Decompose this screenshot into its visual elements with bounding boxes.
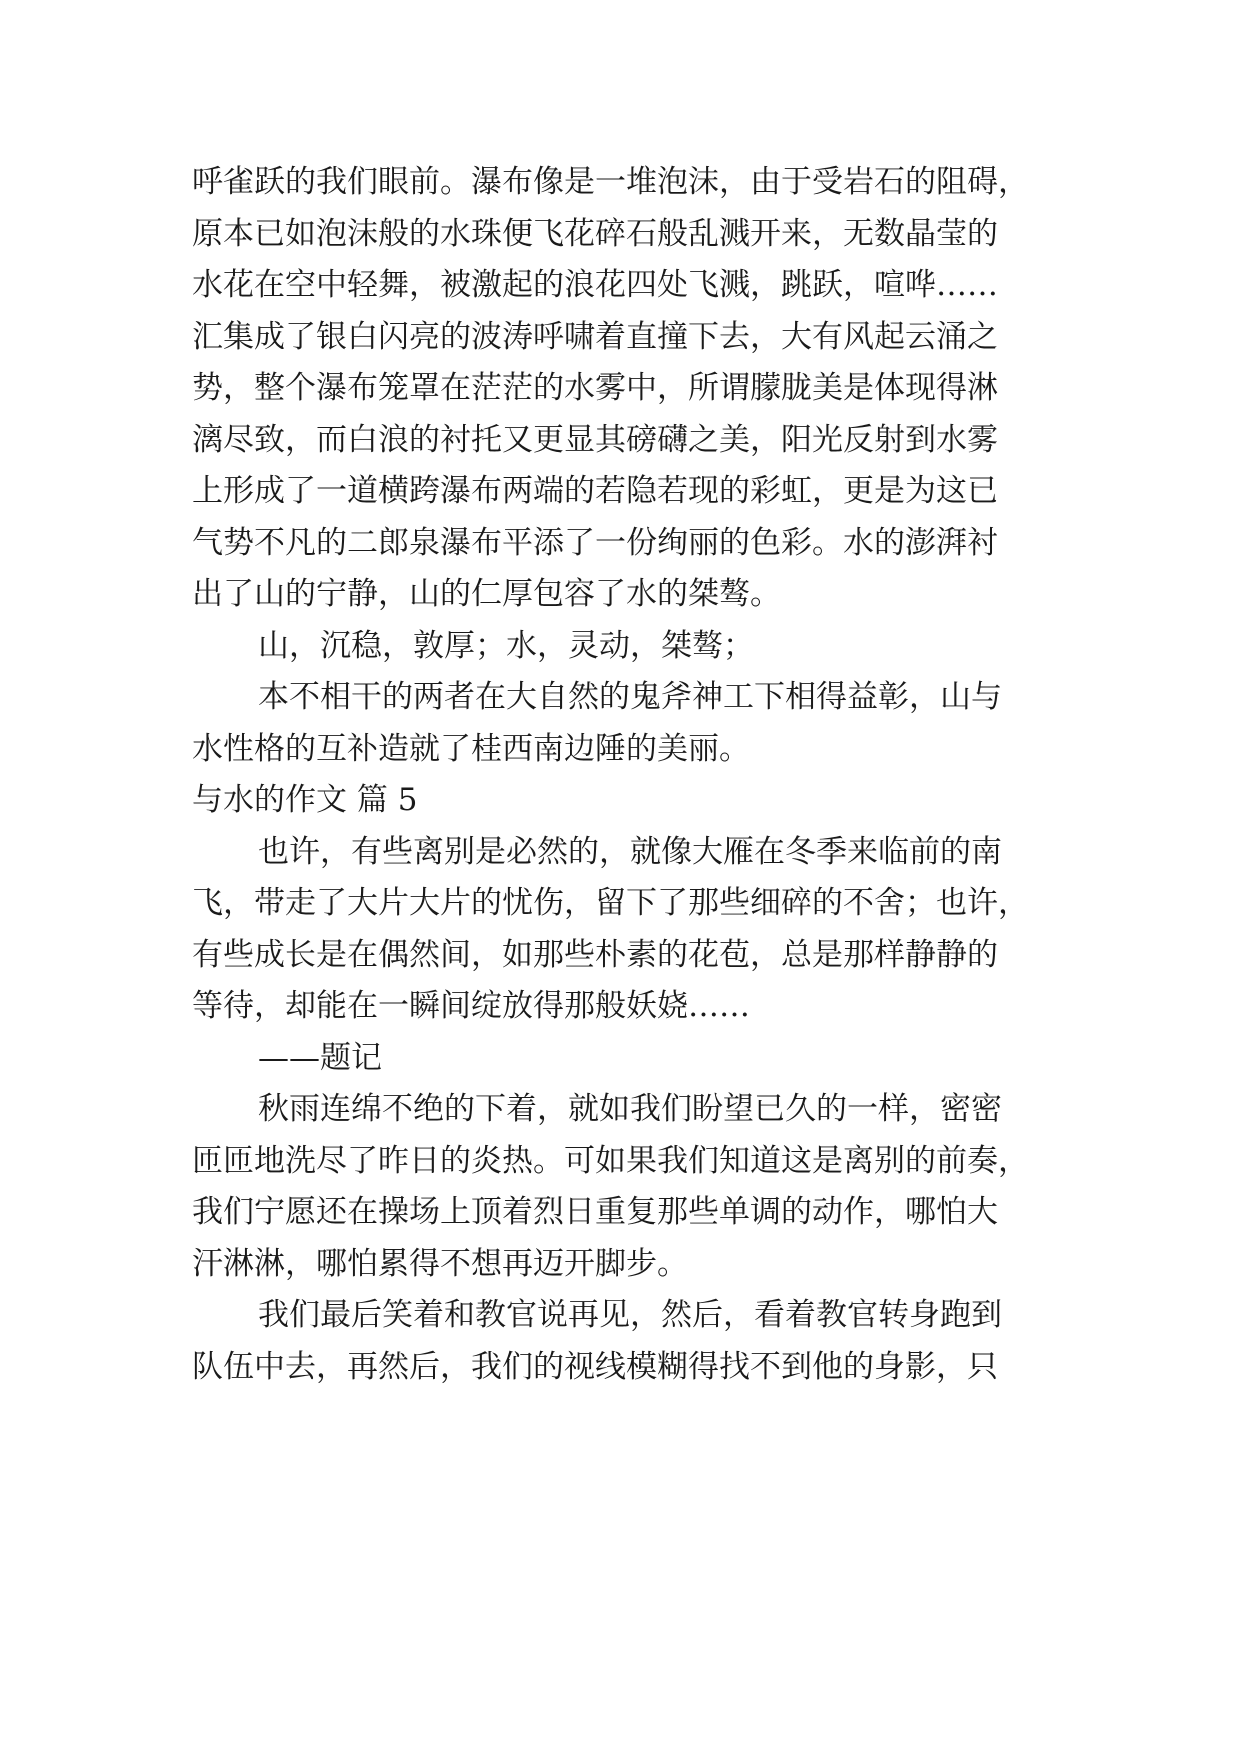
text-line: 水性格的互补造就了桂西南边陲的美丽。: [192, 730, 750, 767]
text-line: 原本已如泡沫般的水珠便飞花碎石般乱溅开来，无数晶莹的: [192, 215, 998, 252]
text-line: 上形成了一道横跨瀑布两端的若隐若现的彩虹，更是为这已: [192, 473, 998, 509]
text-line: 漓尽致，而白浪的衬托又更显其磅礴之美，阳光反射到水雾: [192, 421, 998, 458]
text-line: 等待，却能在一瞬间绽放得那般妖娆……: [192, 988, 750, 1024]
text-line: 也许，有些离别是必然的，就像大雁在冬季来临前的南: [258, 833, 1002, 870]
text-line: 飞，带走了大片大片的忧伤，留下了那些细碎的不舍；也许，: [192, 885, 1029, 921]
text-line: 有些成长是在偶然间，如那些朴素的花苞，总是那样静静的: [192, 936, 998, 973]
text-line: 山，沉稳，敦厚；水，灵动，桀骜；: [258, 627, 754, 664]
text-line: 队伍中去，再然后，我们的视线模糊得找不到他的身影，只: [192, 1348, 998, 1385]
text-line: 呼雀跃的我们眼前。瀑布像是一堆泡沫，由于受岩石的阻碍，: [192, 164, 1029, 200]
essay-text: [192, 157, 1050, 1393]
text-line: 势，整个瀑布笼罩在茫茫的水雾中，所谓朦胧美是体现得淋: [192, 370, 998, 406]
text-line: 气势不凡的二郎泉瀑布平添了一份绚丽的色彩。水的澎湃衬: [192, 524, 998, 561]
text-line: 我们宁愿还在操场上顶着烈日重复那些单调的动作，哪怕大: [192, 1194, 998, 1230]
section-heading: 与水的作文 篇 5: [192, 782, 418, 818]
text-line: 水花在空中轻舞，被激起的浪花四处飞溅，跳跃，喧哗……: [192, 267, 998, 303]
text-line: 本不相干的两者在大自然的鬼斧神工下相得益彰，山与: [258, 679, 1002, 715]
text-line: 我们最后笑着和教官说再见，然后，看着教官转身跑到: [258, 1297, 1002, 1333]
text-line: 匝匝地洗尽了昨日的炎热。可如果我们知道这是离别的前奏，: [192, 1142, 1029, 1179]
text-line: 汇集成了银白闪亮的波涛呼啸着直撞下去，大有风起云涌之: [192, 318, 998, 355]
text-line: 秋雨连绵不绝的下着，就如我们盼望已久的一样，密密: [258, 1091, 1002, 1127]
epigraph-attribution: ——题记: [258, 1039, 382, 1076]
text-line: 出了山的宁静，山的仁厚包容了水的桀骜。: [192, 576, 781, 612]
text-line: 汗淋淋，哪怕累得不想再迈开脚步。: [192, 1245, 688, 1282]
